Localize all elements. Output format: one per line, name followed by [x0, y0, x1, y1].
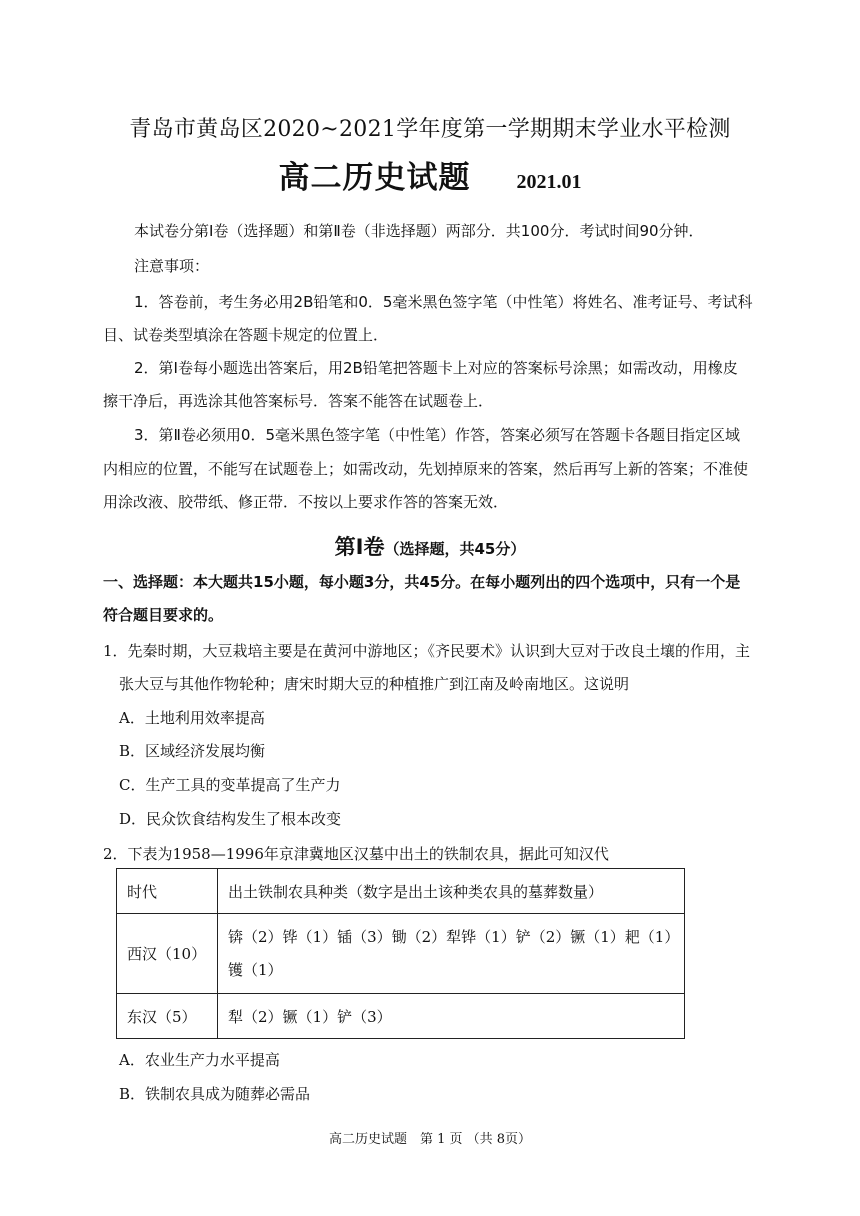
q1-option-c: C．生产工具的变革提高了生产力	[119, 776, 341, 794]
section-title-main: 第Ⅰ卷	[334, 535, 385, 559]
table-header-tools: 出土铁制农具种类（数字是出土该种类农具的墓葬数量）	[218, 869, 685, 914]
page-footer: 高二历史试题 第 1 页 （共 8页）	[328, 1132, 532, 1147]
q1-option-d: D．民众饮食结构发生了根本改变	[119, 810, 342, 828]
table-cell-era: 西汉（10）	[117, 914, 218, 994]
notice-title: 注意事项：	[134, 257, 210, 275]
q2-option-b: B．铁制农具成为随葬必需品	[119, 1085, 311, 1103]
table-cell-tools: 犁（2）镢（1）铲（3）	[218, 994, 685, 1039]
section-title-sub: （选择题，共45分）	[384, 540, 526, 558]
exam-date: 2021.01	[516, 171, 582, 193]
q2-option-a: A．农业生产力水平提高	[119, 1051, 280, 1069]
table-header-row	[117, 869, 685, 914]
q1-option-a: A．土地利用效率提高	[119, 709, 265, 727]
section-title	[0, 531, 860, 561]
notice-2-line-1: 2．第Ⅰ卷每小题选出答案后，用2B铅笔把答题卡上对应的答案标号涂黑；如需改动，用橡皮	[134, 359, 738, 377]
table-row	[117, 914, 685, 994]
page-title: 高二历史试题	[278, 160, 471, 196]
q1-stem-line-2: 张大豆与其他作物轮种；唐宋时期大豆的种植推广到江南及岭南地区。这说明	[119, 675, 630, 693]
intro-text: 本试卷分第Ⅰ卷（选择题）和第Ⅱ卷（非选择题）两部分．共100分．考试时间90分钟．	[134, 222, 704, 240]
notice-3-line-1: 3．第Ⅱ卷必须用0．5毫米黑色签字笔（中性笔）作答，答案必须写在答题卡各题目指定区域	[134, 426, 741, 444]
table-row	[117, 994, 685, 1039]
notice-2-line-2: 擦干净后，再选涂其他答案标号．答案不能答在试题卷上．	[103, 392, 494, 410]
table-cell-era: 东汉（5）	[117, 994, 218, 1039]
table-cell-tools-line-1: 锛（2）铧（1）锸（3）锄（2）犁铧（1）铲（2）镢（1）耙（1）	[228, 927, 680, 946]
q1-stem-line-1: 1．先秦时期，大豆栽培主要是在黄河中游地区；《齐民要术》认识到大豆对于改良土壤的作用，主	[103, 642, 751, 660]
notice-1-line-1: 1．答卷前，考生务必用2B铅笔和0．5毫米黑色签字笔（中性笔）将姓名、准考证号、考试科	[134, 293, 753, 311]
part-instruction-line-1: 一、选择题：本大题共15小题，每小题3分，共45分。在每小题列出的四个选项中，只有一个是	[103, 573, 741, 591]
notice-3-line-3: 用涂改液、胶带纸、修正带．不按以上要求作答的答案无效．	[103, 493, 509, 511]
notice-3-line-2: 内相应的位置，不能写在试题卷上；如需改动，先划掉原来的答案，然后再写上新的答案；不准使	[103, 460, 749, 478]
table-cell-tools-line-2: 镬（1）	[228, 960, 283, 979]
table-cell-tools	[218, 914, 685, 994]
exam-header: 青岛市黄岛区2020~2021学年度第一学期期末学业水平检测	[129, 117, 731, 142]
title-row	[0, 152, 860, 197]
artifact-table	[116, 868, 685, 1039]
part-instruction-line-2: 符合题目要求的。	[103, 606, 224, 624]
q2-stem: 2．下表为1958—1996年京津冀地区汉墓中出土的铁制农具，据此可知汉代	[103, 845, 609, 863]
table-header-era: 时代	[117, 869, 218, 914]
q1-option-b: B．区域经济发展均衡	[119, 742, 266, 760]
notice-1-line-2: 目、试卷类型填涂在答题卡规定的位置上．	[103, 326, 389, 344]
